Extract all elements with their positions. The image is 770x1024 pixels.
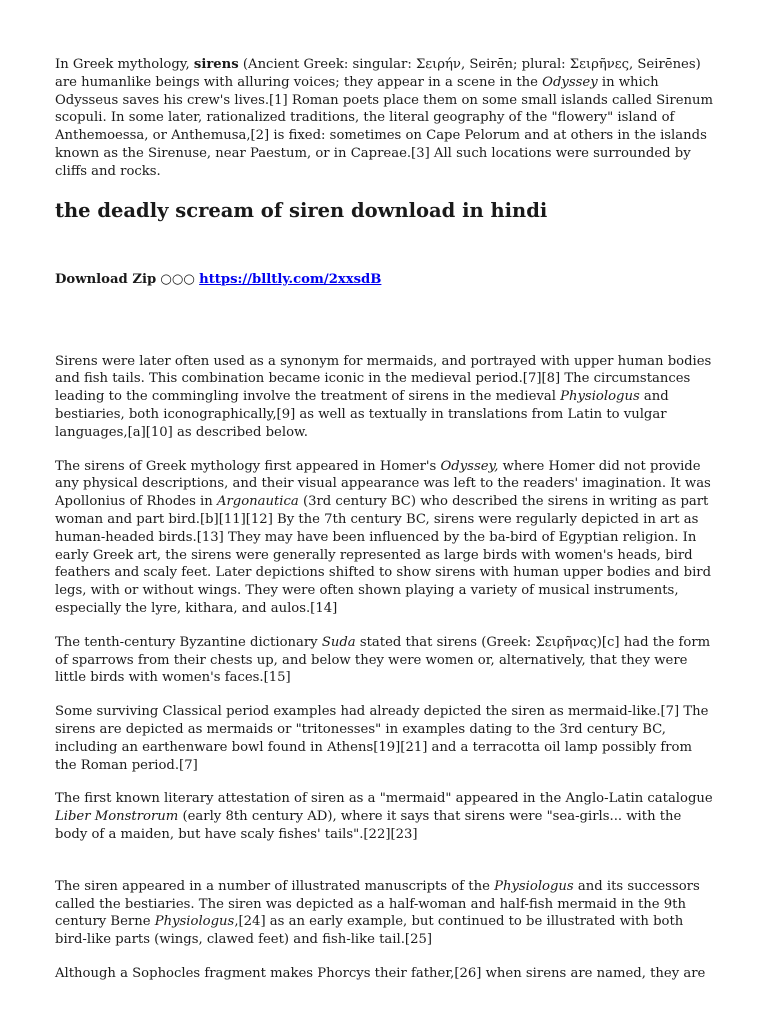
p6-italic-2: Physiologus: [154, 914, 235, 930]
p5-italic: Liber Monstrorum: [55, 809, 179, 825]
p1-italic: Physiologus: [560, 389, 640, 405]
p2-italic-2: Argonautica: [216, 494, 299, 510]
paragraph-3: [55, 634, 715, 687]
paragraph-5: [55, 790, 715, 843]
p3-italic: Suda: [321, 634, 356, 650]
p2-text-2: where Homer did not provide any physical descriptions, and their visual appearance was left to the readers' imagination. It was Apollonius of Rhodes in: [55, 458, 711, 510]
p6-text-3: ,[24] as an early example, but continued to be illustrated with both bird-like parts (wings, clawed feet) and fish-like tail.[25]: [55, 914, 684, 948]
p3-text-1: The tenth-century Byzantine dictionary: [55, 634, 322, 650]
p2-italic-1: Odyssey,: [440, 458, 499, 474]
p3-text-2: stated that sirens (Greek: Σειρῆνας)[c] had the form of sparrows from their chests up, and below they were women or, alternatively, that they were little birds with women's faces.[15]: [55, 634, 711, 686]
page-heading: the deadly scream of siren download in hindi: [55, 198, 548, 222]
p6-italic-1: Physiologus: [494, 878, 574, 894]
paragraph-6: [55, 878, 715, 949]
p2-text-1: The sirens of Greek mythology first appeared in Homer's: [55, 458, 441, 474]
p6-text-1: The siren appeared in a number of illustrated manuscripts of the: [55, 878, 495, 894]
download-label: Download Zip: [55, 271, 157, 287]
p5-text-1: The first known literary attestation of siren as a "mermaid" appeared in the Anglo-Latin catalogue: [55, 791, 713, 807]
paragraph-7: Although a Sophocles fragment makes Phorcys their father,[26] when sirens are named, they are: [55, 965, 706, 981]
download-link[interactable]: https://blltly.com/2xxsdB: [199, 271, 382, 287]
p5-text-2: (early 8th century AD), where it says that sirens were "sea-girls... with the body of a maiden, but have scaly fishes' tails".[22][23]: [55, 809, 682, 842]
document-page: [55, 56, 715, 999]
intro-text-3: in which Odysseus saves his crew's lives.[1] Roman poets place them on some small islands called Sirenum scopuli. In some later, rationalized traditions, the literal geography of the "flowery" island of Anthemoessa, or Anthemusa,[2] is fixed: sometimes on Cape Pelorum and at others in the islands known as the Sirenuse, near Paestum, or in Capreae.[3] All such locations were surrounded by cliffs and rocks.: [55, 74, 713, 179]
intro-paragraph: [55, 56, 715, 181]
p1-text-2: and bestiaries, both iconographically,[9] as well as textually in translations from Latin to vulgar languages,[a][10] as described below.: [55, 389, 669, 440]
download-line: [55, 271, 715, 289]
paragraph-4: Some surviving Classical period examples had already depicted the siren as mermaid-like.[7] The sirens are depicted as mermaids or "tritonesses" in examples dating to the 3rd century BC, including an earthenware bowl found in Athens[19][21] and a terracotta oil lamp possibly from the Roman period.[7]: [55, 704, 709, 773]
p1-text-1: Sirens were later often used as a synonym for mermaids, and portrayed with upper human bodies and fish tails. This combination became iconic in the medieval period.[7][8] The circumstances leading to the commingling involve the treatment of sirens in the medieval: [55, 353, 712, 405]
p2-text-3: (3rd century BC) who described the sirens in writing as part woman and part bird.[b][11][12] By the 7th century BC, sirens were regularly depicted in art as human-headed birds.[13] They may have been influenced by the ba-bird of Egyptian religion. In early Greek art, the sirens were generally represented as large birds with women's heads, bird feathers and scaly feet. Later depictions shifted to show sirens with human upper bodies and bird legs, with or without wings. They were often shown playing a variety of musical instruments, especially the lyre, kithara, and aulos.[14]: [55, 494, 712, 616]
p6-text-2: and its successors called the bestiaries. The siren was depicted as a half-woman and half-fish mermaid in the 9th century Berne: [55, 878, 700, 930]
download-symbols: ○○○: [156, 271, 200, 287]
spacer: [55, 289, 715, 353]
paragraph-1: [55, 353, 715, 442]
intro-text-2: (Ancient Greek: singular: Σειρήν, Seirēn; plural: Σειρῆνες, Seirēnes) are humanlike beings with alluring voices; they appear in a scene in the: [55, 57, 701, 90]
intro-italic-title: Odyssey: [542, 74, 598, 90]
intro-text-1: In Greek mythology,: [55, 57, 194, 72]
paragraph-2: [55, 458, 715, 618]
intro-bold-term: sirens: [193, 57, 239, 72]
